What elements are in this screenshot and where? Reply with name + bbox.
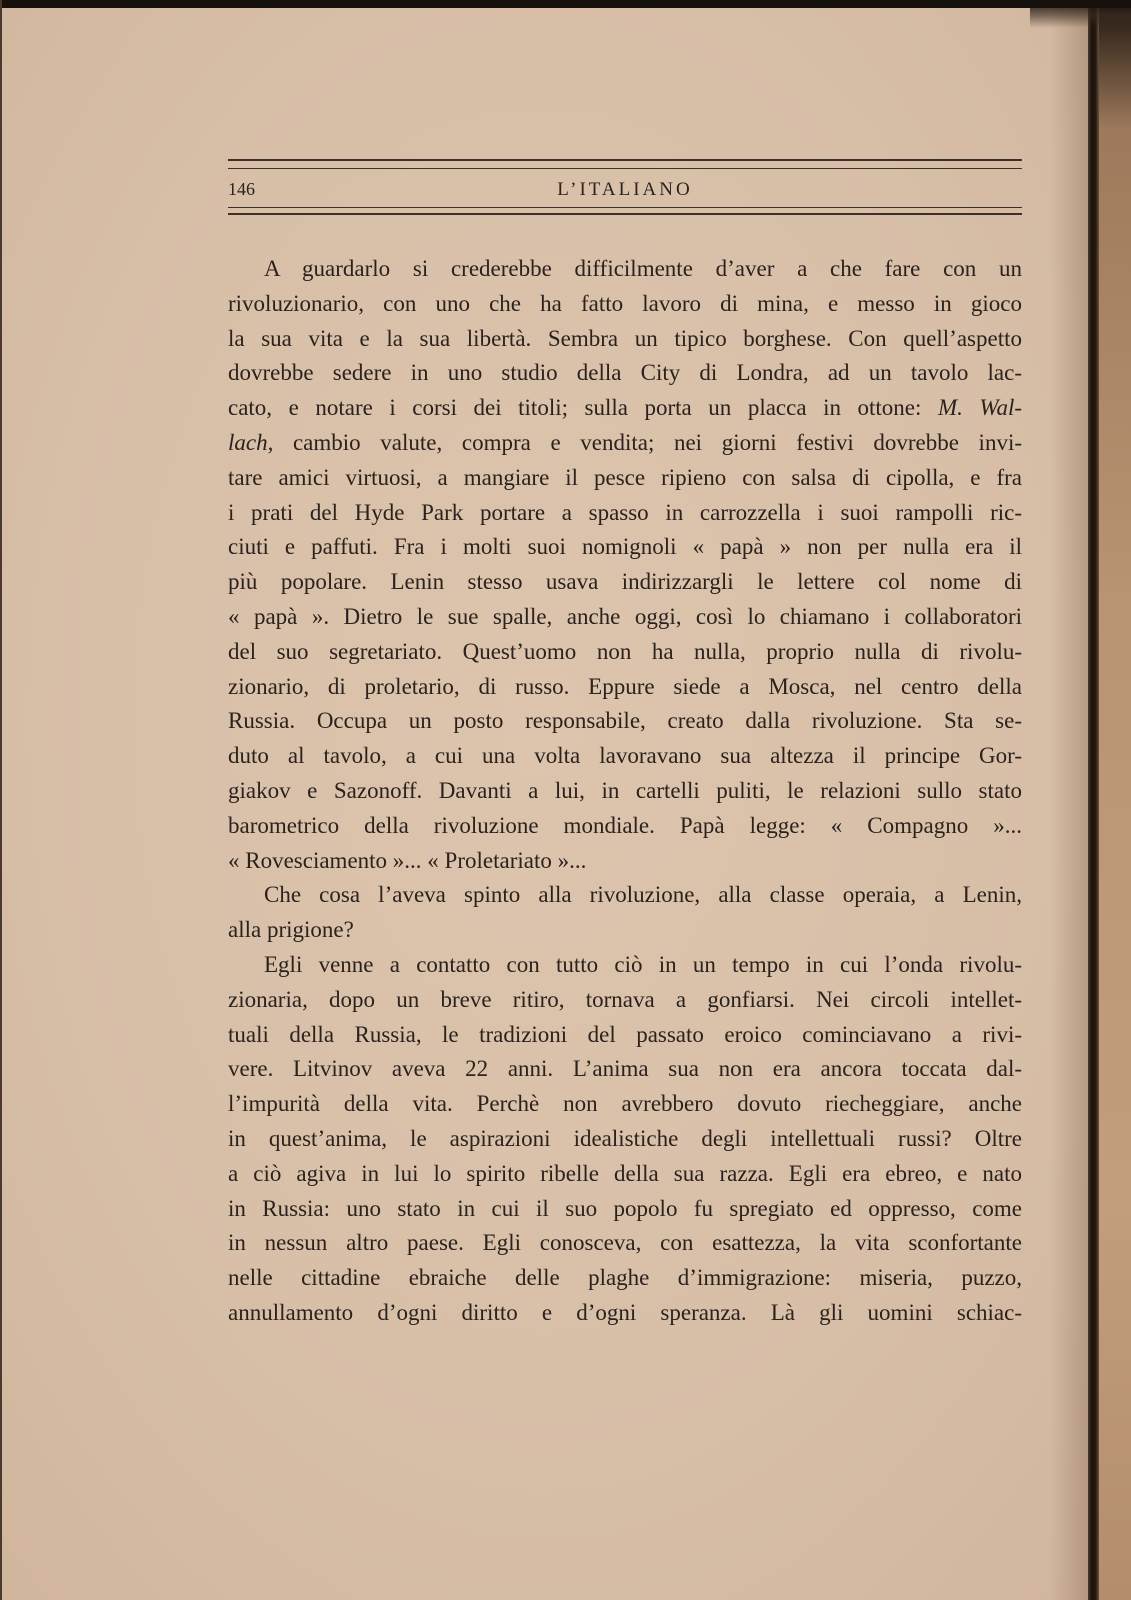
text-line: tare amici virtuosi, a mangiare il pesce ripieno con salsa di cipolla, e fra <box>228 464 1022 490</box>
italic-name: M. Wal- <box>937 395 1022 421</box>
text-line: tuali della Russia, le tradizioni del passato eroico cominciavano a rivi- <box>228 1021 1022 1047</box>
body-text <box>228 252 1022 1331</box>
text-line: zionaria, dopo un breve ritiro, tornava a gonfiarsi. Nei circoli intellet- <box>228 986 1022 1012</box>
header-rule-bottom-outer <box>228 213 1022 215</box>
header-rule-top-outer <box>228 159 1022 161</box>
text-line: « papà ». Dietro le sue spalle, anche oggi, così lo chiamano i collaboratori <box>228 603 1022 629</box>
text-line: la sua vita e la sua libertà. Sembra un tipico borghese. Con quell’aspetto <box>228 325 1022 351</box>
text-line: Che cosa l’aveva spinto alla rivoluzione, alla classe operaia, a Lenin, <box>264 882 1022 908</box>
text-line: giakov e Sazonoff. Davanti a lui, in cartelli puliti, le relazioni sullo stato <box>228 777 1022 803</box>
text-line: in Russia: uno stato in cui il suo popolo fu spregiato ed oppresso, come <box>228 1195 1022 1221</box>
text-line <box>228 426 1022 461</box>
book-edge <box>1088 0 1099 1600</box>
text-line: zionario, di proletario, di russo. Eppure siede a Mosca, nel centro della <box>228 673 1022 699</box>
text-line: annullamento d’ogni diritto e d’ogni speranza. Là gli uomini schiac- <box>228 1299 1022 1325</box>
page-number: 146 <box>228 179 255 199</box>
text-line: « Rovesciamento »... « Proletariato »... <box>228 847 587 873</box>
paragraph <box>228 252 1022 878</box>
text-line: Egli venne a contatto con tutto ciò in un tempo in cui l’onda rivolu- <box>264 951 1022 977</box>
header-rule-top-inner <box>228 168 1022 169</box>
text-line: rivoluzionario, con uno che ha fatto lavoro di mina, e messo in gioco <box>228 290 1022 316</box>
background-beyond-page <box>1099 0 1131 1600</box>
text-line: del suo segretariato. Quest’uomo non ha nulla, proprio nulla di rivolu- <box>228 638 1022 664</box>
text-line: barometrico della rivoluzione mondiale. Papà legge: « Compagno »... <box>228 812 1022 838</box>
text-line: Russia. Occupa un posto responsabile, creato dalla rivoluzione. Sta se- <box>228 708 1022 734</box>
text-line: alla prigione? <box>228 917 354 943</box>
text-line: in nessun altro paese. Egli conosceva, con esattezza, la vita sconfortante <box>228 1230 1022 1256</box>
running-head: L’ITALIANO <box>557 179 693 200</box>
text-line <box>228 391 1022 426</box>
text-line: dovrebbe sedere in uno studio della City di Londra, ad un tavolo lac- <box>228 360 1022 386</box>
text-line: A guardarlo si crederebbe difficilmente d’aver a che fare con un <box>264 256 1022 281</box>
italic-name: lach, <box>228 429 274 455</box>
left-scan-edge <box>0 0 2 1600</box>
text-line: a ciò agiva in lui lo spirito ribelle della sua razza. Egli era ebreo, e nato <box>228 1160 1022 1186</box>
text-line: l’impurità della vita. Perchè non avrebbero dovuto riecheggiare, anche <box>228 1091 1022 1117</box>
text-line: più popolare. Lenin stesso usava indirizzargli le lettere col nome di <box>228 569 1022 595</box>
text-line: ciuti e paffuti. Fra i molti suoi nomignoli « papà » non per nulla era il <box>228 534 1022 560</box>
top-scan-edge <box>0 0 1131 8</box>
text-segment: cambio valute, compra e vendita; nei giorni festivi dovrebbe invi- <box>273 429 1022 455</box>
header-rule-bottom-inner <box>228 207 1022 208</box>
text-line: i prati del Hyde Park portare a spasso in carrozzella i suoi rampolli ric- <box>228 499 1022 525</box>
text-segment: cato, e notare i corsi dei titoli; sulla porta un placca in ottone: <box>228 395 938 421</box>
text-line: vere. Litvinov aveva 22 anni. L’anima sua non era ancora toccata dal- <box>228 1056 1022 1082</box>
text-line: duto al tavolo, a cui una volta lavoravano sua altezza il principe Gor- <box>228 743 1022 769</box>
page-edge-shadow <box>1050 0 1088 1600</box>
text-line: nelle cittadine ebraiche delle plaghe d’immigrazione: miseria, puzzo, <box>228 1265 1022 1291</box>
paragraph <box>228 878 1022 948</box>
paragraph <box>228 948 1022 1331</box>
text-line: in quest’anima, le aspirazioni idealistiche degli intellettuali russi? Oltre <box>228 1125 1022 1151</box>
